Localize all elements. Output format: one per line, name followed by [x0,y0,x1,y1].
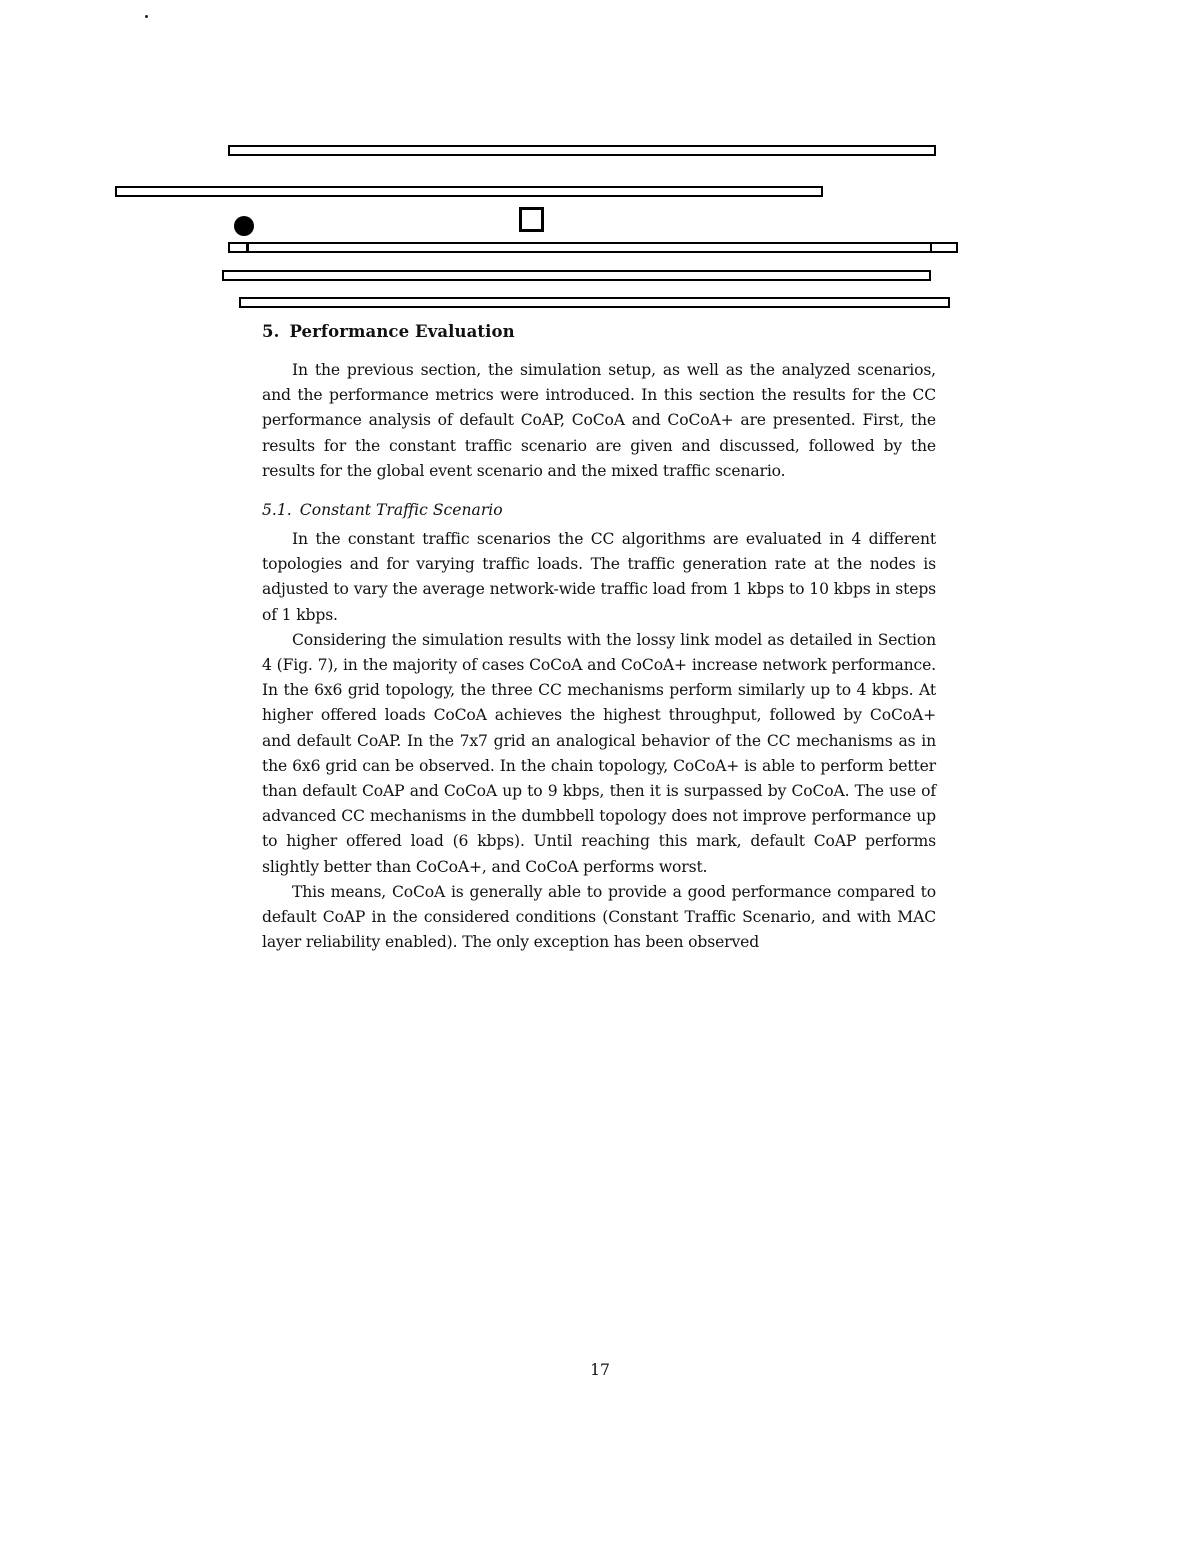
bar-divider [930,242,933,253]
page-number: 17 [590,1361,610,1379]
redaction-bar [115,186,823,197]
redaction-bar [239,297,950,308]
paragraph-1: In the constant traffic scenarios the CC algorithms are evaluated in 4 different topologies and for varying traffic loads. The traffic generation rate at the nodes is adjusted to vary the average network-wide traffic load from 1 kbps to 10 kbps in steps of 1 kbps. [262,530,936,624]
paragraph-3: This means, CoCoA is generally able to provide a good performance compared to default CoAP in the considered conditions (Constant Traffic Scenario, and with MAC layer reliability enabled). The only exception has been observed [262,882,936,952]
redaction-bar [228,242,958,253]
square-icon [519,207,544,232]
page-body [262,322,936,955]
redaction-bar [228,145,936,156]
redaction-bar [222,270,931,281]
section-number: 5. [262,322,280,341]
bar-divider [246,242,249,253]
subsection-title: Constant Traffic Scenario [299,501,503,520]
stray-dot [145,15,148,18]
section-heading [262,322,936,341]
subsection-heading [262,498,936,523]
section-title: Performance Evaluation [289,322,515,341]
paragraph-2: Considering the simulation results with the lossy link model as detailed in Section 4 (Fig. 7), in the majority of cases CoCoA and CoCoA+ increase network performance. In the 6x6 grid topology, the three CC mechanisms perform similarly up to 4 kbps. At higher offered loads CoCoA achieves the highest throughput, followed by CoCoA+ and default CoAP. In the 7x7 grid an analogical behavior of the CC mechanisms as in the 6x6 grid can be observed. In the chain topology, CoCoA+ is able to perform better than default CoAP and CoCoA up to 9 kbps, then it is surpassed by CoCoA. The use of advanced CC mechanisms in the dumbbell topology does not improve performance up to higher offered load (6 kbps). Until reaching this mark, default CoAP performs slightly better than CoCoA+, and CoCoA performs worst. [262,630,936,876]
filled-circle-icon [234,216,254,236]
subsection-number: 5.1. [262,501,292,520]
paragraph-intro: In the previous section, the simulation setup, as well as the analyzed scenarios, and the performance metrics were introduced. In this section the results for the CC performance analysis of default CoAP, CoCoA and CoCoA+ are presented. First, the results for the constant traffic scenario are given and discussed, followed by the results for the global event scenario and the mixed traffic scenario. [262,361,936,480]
